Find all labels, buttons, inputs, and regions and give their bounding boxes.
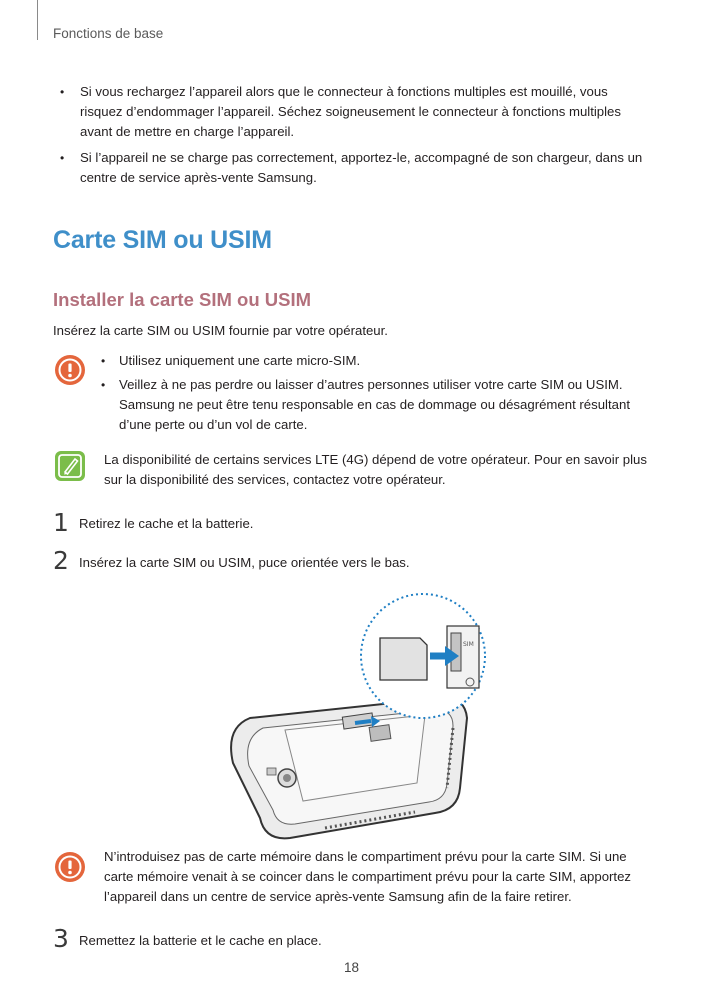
intro-text: Insérez la carte SIM ou USIM fournie par votre opérateur.	[53, 323, 388, 338]
caution-text: Utilisez uniquement une carte micro-SIM.	[119, 353, 361, 368]
header-rule	[37, 0, 38, 40]
step-number: 3	[53, 924, 69, 953]
bullet-dot: •	[101, 354, 106, 368]
sim-insertion-illustration	[215, 588, 495, 843]
zoom-inset	[361, 594, 485, 718]
subsection-title: Installer la carte SIM ou USIM	[53, 289, 312, 310]
section-header: Fonctions de base	[53, 26, 164, 41]
caution-text: N’introduisez pas de carte mémoire dans le compartiment prévu pour la carte SIM. Si une carte mémoire venait à se coincer dans le compartiment prévu pour la carte SIM, apportez l’appareil dans un centre de service après-vente Samsung afin de la faire retirer.	[104, 849, 632, 904]
step-number: 1	[53, 508, 69, 537]
bullet-text: Si vous rechargez l’appareil alors que le connecteur à fonctions multiples est mouillé, vous risquez d’endommager l’appareil. Séchez soigneusement le connecteur à fonctions multiples avant de mettre en charge l’appareil.	[80, 84, 621, 139]
list-item	[101, 375, 646, 435]
phone-back-illustration	[231, 698, 467, 839]
page-number: 18	[343, 960, 360, 975]
section-title: Carte SIM ou USIM	[53, 226, 272, 254]
bullet-list	[60, 82, 650, 194]
step-number: 2	[53, 546, 69, 575]
step-text: Retirez le cache et la batterie.	[79, 516, 254, 531]
bullet-text: Si l’appareil ne se charge pas correctement, apportez-le, accompagné de son chargeur, dans un centre de service après-vente Samsung.	[80, 150, 643, 185]
bullet-dot: •	[60, 151, 65, 165]
warning-icon	[55, 355, 85, 385]
step-text: Insérez la carte SIM ou USIM, puce orientée vers le bas.	[79, 555, 410, 570]
warning-icon	[55, 852, 85, 882]
note-text: La disponibilité de certains services LTE (4G) dépend de votre opérateur. Pour en savoir plus sur la disponibilité des services, contactez votre opérateur.	[104, 452, 647, 487]
caution-text: Veillez à ne pas perdre ou laisser d’autres personnes utiliser votre carte SIM ou USIM. Samsung ne peut être tenu responsable en cas de dommage ou désagrément résultant d’une perte ou d’un vol de carte.	[119, 377, 630, 432]
list-item	[60, 82, 650, 142]
list-item	[101, 351, 646, 371]
list-item	[60, 148, 650, 188]
note-icon	[55, 451, 85, 481]
bullet-dot: •	[60, 85, 65, 99]
bullet-dot: •	[101, 378, 106, 392]
svg-text:SIM: SIM	[463, 641, 474, 648]
step-text: Remettez la batterie et le cache en place.	[79, 933, 322, 948]
caution-list	[101, 351, 646, 439]
